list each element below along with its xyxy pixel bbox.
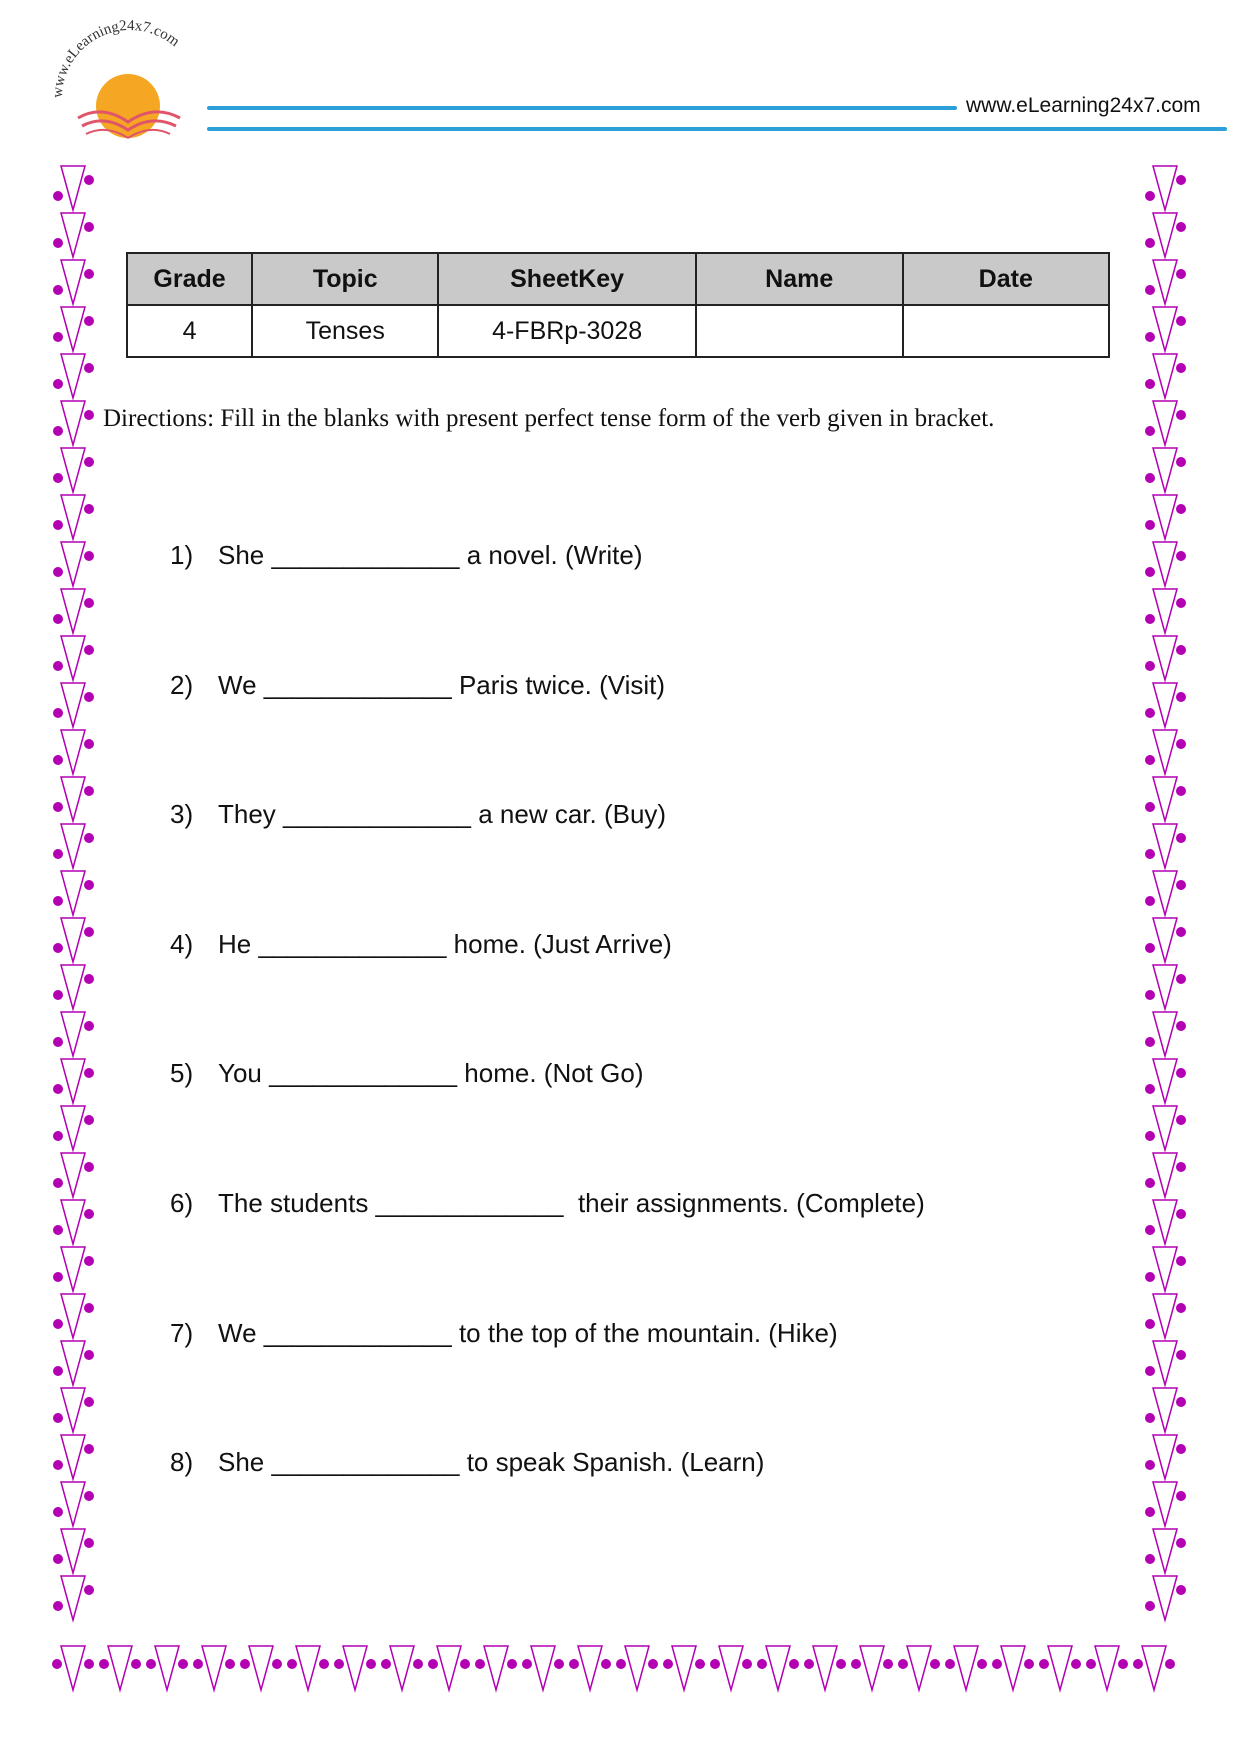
border-dot bbox=[53, 661, 63, 671]
border-dot bbox=[1039, 1659, 1049, 1669]
border-dot bbox=[977, 1659, 987, 1669]
border-dot bbox=[1176, 833, 1186, 843]
border-dot bbox=[1118, 1659, 1128, 1669]
border-dot bbox=[1176, 880, 1186, 890]
border-dot bbox=[1145, 1225, 1155, 1235]
border-dot bbox=[52, 1659, 62, 1669]
border-dot bbox=[1176, 692, 1186, 702]
border-dot bbox=[84, 1350, 94, 1360]
border-triangle bbox=[1048, 1646, 1072, 1690]
border-triangle bbox=[1153, 1153, 1177, 1197]
border-triangle bbox=[1153, 401, 1177, 445]
border-dot bbox=[992, 1659, 1002, 1669]
topic-value: Tenses bbox=[252, 305, 438, 357]
border-dot bbox=[53, 849, 63, 859]
border-dot bbox=[1145, 990, 1155, 1000]
border-dot bbox=[53, 1507, 63, 1517]
border-dot bbox=[695, 1659, 705, 1669]
border-dot bbox=[84, 1256, 94, 1266]
border-dot bbox=[178, 1659, 188, 1669]
border-triangle bbox=[390, 1646, 414, 1690]
border-triangle bbox=[61, 401, 85, 445]
border-dot bbox=[53, 614, 63, 624]
border-dot bbox=[1145, 238, 1155, 248]
border-dot bbox=[84, 598, 94, 608]
border-dot bbox=[84, 1162, 94, 1172]
border-triangle bbox=[1153, 683, 1177, 727]
border-dot bbox=[710, 1659, 720, 1669]
border-dot bbox=[1145, 849, 1155, 859]
border-dot bbox=[53, 1225, 63, 1235]
border-triangle bbox=[61, 1247, 85, 1291]
border-dot bbox=[84, 410, 94, 420]
question-3[interactable] bbox=[170, 799, 666, 830]
border-dot bbox=[84, 1397, 94, 1407]
border-triangle bbox=[1153, 1435, 1177, 1479]
question-6[interactable] bbox=[170, 1188, 925, 1219]
border-dot bbox=[84, 786, 94, 796]
border-dot bbox=[146, 1659, 156, 1669]
border-triangle bbox=[1153, 589, 1177, 633]
question-1[interactable] bbox=[170, 540, 642, 571]
logo-arc-text: www.eLearning24x7.com bbox=[49, 18, 183, 99]
question-number: 3) bbox=[170, 799, 194, 829]
border-dot bbox=[1176, 786, 1186, 796]
question-4[interactable] bbox=[170, 929, 672, 960]
border-dot bbox=[945, 1659, 955, 1669]
border-dot bbox=[1176, 927, 1186, 937]
border-dot bbox=[53, 1131, 63, 1141]
border-dot bbox=[898, 1659, 908, 1669]
border-dot bbox=[930, 1659, 940, 1669]
border-dot bbox=[53, 802, 63, 812]
border-triangle bbox=[860, 1646, 884, 1690]
border-dot bbox=[1145, 1507, 1155, 1517]
name-header: Name bbox=[696, 253, 903, 305]
border-dot bbox=[1145, 1413, 1155, 1423]
border-dot bbox=[53, 1413, 63, 1423]
border-dot bbox=[1145, 896, 1155, 906]
border-triangle bbox=[61, 1059, 85, 1103]
border-triangle bbox=[1153, 1059, 1177, 1103]
border-triangle bbox=[61, 213, 85, 257]
border-dot bbox=[84, 1068, 94, 1078]
border-dot bbox=[84, 1491, 94, 1501]
border-triangle bbox=[61, 1153, 85, 1197]
border-dot bbox=[648, 1659, 658, 1669]
border-triangle bbox=[1153, 730, 1177, 774]
border-dot bbox=[84, 1659, 94, 1669]
name-field[interactable] bbox=[696, 305, 903, 357]
border-triangle bbox=[61, 1529, 85, 1573]
border-dot bbox=[1145, 1131, 1155, 1141]
border-dot bbox=[1145, 426, 1155, 436]
border-dot bbox=[1145, 1366, 1155, 1376]
question-8[interactable] bbox=[170, 1447, 764, 1478]
border-triangle bbox=[61, 1482, 85, 1526]
question-number: 8) bbox=[170, 1447, 194, 1477]
border-dot bbox=[53, 990, 63, 1000]
border-dot bbox=[663, 1659, 673, 1669]
border-triangle bbox=[1153, 777, 1177, 821]
question-text: They _____________ a new car. (Buy) bbox=[218, 799, 667, 829]
border-triangle bbox=[61, 166, 85, 210]
border-dot bbox=[53, 1554, 63, 1564]
question-text: We _____________ to the top of the mountain. (Hike) bbox=[218, 1318, 838, 1348]
border-dot bbox=[53, 238, 63, 248]
border-dot bbox=[851, 1659, 861, 1669]
border-triangle bbox=[1153, 636, 1177, 680]
border-dot bbox=[53, 285, 63, 295]
border-triangle bbox=[61, 730, 85, 774]
border-dot bbox=[225, 1659, 235, 1669]
border-dot bbox=[84, 363, 94, 373]
grade-header: Grade bbox=[127, 253, 252, 305]
border-triangle bbox=[1153, 1200, 1177, 1244]
border-dot bbox=[1145, 802, 1155, 812]
border-dot bbox=[84, 1303, 94, 1313]
border-triangle bbox=[1153, 1341, 1177, 1385]
border-dot bbox=[1145, 191, 1155, 201]
question-text: He _____________ home. (Just Arrive) bbox=[218, 929, 672, 959]
border-dot bbox=[1145, 1460, 1155, 1470]
border-dot bbox=[1176, 363, 1186, 373]
border-dot bbox=[883, 1659, 893, 1669]
border-dot bbox=[53, 1037, 63, 1047]
border-dot bbox=[53, 520, 63, 530]
info-table bbox=[126, 252, 1110, 358]
border-dot bbox=[1145, 1319, 1155, 1329]
directions-text: Directions: Fill in the blanks with present perfect tense form of the verb given in bracket. bbox=[103, 405, 995, 432]
border-dot bbox=[84, 833, 94, 843]
border-dot bbox=[1176, 1585, 1186, 1595]
border-dot bbox=[53, 567, 63, 577]
border-dot bbox=[1176, 598, 1186, 608]
border-dot bbox=[53, 426, 63, 436]
border-dot bbox=[1145, 332, 1155, 342]
border-dot bbox=[1176, 175, 1186, 185]
border-dot bbox=[1145, 473, 1155, 483]
border-dot bbox=[84, 222, 94, 232]
border-dot bbox=[1145, 1037, 1155, 1047]
border-dot bbox=[53, 708, 63, 718]
border-dot bbox=[53, 379, 63, 389]
border-dot bbox=[1145, 567, 1155, 577]
border-triangle bbox=[766, 1646, 790, 1690]
border-dot bbox=[1071, 1659, 1081, 1669]
border-triangle bbox=[61, 495, 85, 539]
border-dot bbox=[460, 1659, 470, 1669]
border-dot bbox=[84, 1444, 94, 1454]
border-dot bbox=[1145, 285, 1155, 295]
border-triangle bbox=[1153, 1106, 1177, 1150]
border-triangle bbox=[61, 542, 85, 586]
border-dot bbox=[84, 1538, 94, 1548]
border-dot bbox=[53, 1319, 63, 1329]
border-dot bbox=[789, 1659, 799, 1669]
border-dot bbox=[1176, 222, 1186, 232]
border-dot bbox=[1145, 614, 1155, 624]
border-dot bbox=[84, 880, 94, 890]
border-dot bbox=[53, 1178, 63, 1188]
border-dot bbox=[1176, 974, 1186, 984]
border-triangle bbox=[1153, 166, 1177, 210]
border-triangle bbox=[1153, 307, 1177, 351]
question-2[interactable] bbox=[170, 670, 665, 701]
grade-value: 4 bbox=[127, 305, 252, 357]
border-triangle bbox=[61, 1646, 85, 1690]
border-dot bbox=[131, 1659, 141, 1669]
border-dot bbox=[53, 943, 63, 953]
border-dot bbox=[287, 1659, 297, 1669]
topic-header: Topic bbox=[252, 253, 438, 305]
sheetkey-header: SheetKey bbox=[438, 253, 696, 305]
border-dot bbox=[1086, 1659, 1096, 1669]
border-dot bbox=[1176, 1256, 1186, 1266]
border-dot bbox=[1176, 269, 1186, 279]
question-7[interactable] bbox=[170, 1318, 838, 1349]
border-triangle bbox=[61, 1388, 85, 1432]
border-dot bbox=[1145, 1601, 1155, 1611]
border-triangle bbox=[61, 589, 85, 633]
border-triangle bbox=[61, 1341, 85, 1385]
border-dot bbox=[334, 1659, 344, 1669]
border-dot bbox=[554, 1659, 564, 1669]
border-dot bbox=[836, 1659, 846, 1669]
border-triangle bbox=[1153, 213, 1177, 257]
border-dot bbox=[84, 1585, 94, 1595]
border-dot bbox=[475, 1659, 485, 1669]
border-triangle bbox=[61, 918, 85, 962]
border-triangle bbox=[1153, 448, 1177, 492]
border-dot bbox=[84, 1209, 94, 1219]
border-triangle bbox=[1153, 871, 1177, 915]
border-triangle bbox=[61, 307, 85, 351]
sheetkey-value: 4-FBRp-3028 bbox=[438, 305, 696, 357]
border-dot bbox=[381, 1659, 391, 1669]
border-dot bbox=[1145, 708, 1155, 718]
border-dot bbox=[1145, 943, 1155, 953]
border-dot bbox=[99, 1659, 109, 1669]
border-triangle bbox=[1153, 1482, 1177, 1526]
date-field[interactable] bbox=[903, 305, 1109, 357]
border-triangle bbox=[625, 1646, 649, 1690]
border-dot bbox=[616, 1659, 626, 1669]
border-triangle bbox=[61, 1294, 85, 1338]
border-triangle bbox=[1142, 1646, 1166, 1690]
border-triangle bbox=[1153, 354, 1177, 398]
border-dot bbox=[53, 332, 63, 342]
question-text: You _____________ home. (Not Go) bbox=[218, 1058, 644, 1088]
border-dot bbox=[1145, 755, 1155, 765]
border-dot bbox=[1176, 1444, 1186, 1454]
question-5[interactable] bbox=[170, 1058, 643, 1089]
border-dot bbox=[601, 1659, 611, 1669]
question-number: 1) bbox=[170, 540, 194, 570]
border-triangle bbox=[61, 636, 85, 680]
border-dot bbox=[84, 974, 94, 984]
border-dot bbox=[1133, 1659, 1143, 1669]
border-dot bbox=[319, 1659, 329, 1669]
border-triangle bbox=[813, 1646, 837, 1690]
border-triangle bbox=[1153, 1576, 1177, 1620]
question-number: 2) bbox=[170, 670, 194, 700]
border-dot bbox=[1145, 520, 1155, 530]
question-text: She _____________ a novel. (Write) bbox=[218, 540, 643, 570]
date-header: Date bbox=[903, 253, 1109, 305]
border-triangle bbox=[61, 448, 85, 492]
border-dot bbox=[1176, 504, 1186, 514]
border-triangle bbox=[61, 1012, 85, 1056]
border-triangle bbox=[61, 824, 85, 868]
question-number: 5) bbox=[170, 1058, 194, 1088]
border-dot bbox=[507, 1659, 517, 1669]
border-dot bbox=[84, 1021, 94, 1031]
border-triangle bbox=[61, 354, 85, 398]
border-dot bbox=[53, 1084, 63, 1094]
border-dot bbox=[272, 1659, 282, 1669]
question-number: 6) bbox=[170, 1188, 194, 1218]
border-triangle bbox=[1153, 918, 1177, 962]
border-dot bbox=[84, 504, 94, 514]
border-triangle bbox=[1095, 1646, 1119, 1690]
border-triangle bbox=[578, 1646, 602, 1690]
border-dot bbox=[413, 1659, 423, 1669]
border-triangle bbox=[484, 1646, 508, 1690]
border-dot bbox=[1145, 1272, 1155, 1282]
border-dot bbox=[84, 692, 94, 702]
border-triangle bbox=[1153, 495, 1177, 539]
border-dot bbox=[84, 551, 94, 561]
border-triangle bbox=[61, 965, 85, 1009]
border-dot bbox=[84, 739, 94, 749]
border-dot bbox=[366, 1659, 376, 1669]
question-number: 4) bbox=[170, 929, 194, 959]
site-url: www.eLearning24x7.com bbox=[966, 94, 1201, 117]
border-dot bbox=[193, 1659, 203, 1669]
border-dot bbox=[742, 1659, 752, 1669]
border-triangle bbox=[61, 1435, 85, 1479]
question-text: The students _____________ their assignments. (Complete) bbox=[218, 1188, 925, 1218]
border-dot bbox=[1145, 1554, 1155, 1564]
border-triangle bbox=[719, 1646, 743, 1690]
border-dot bbox=[84, 457, 94, 467]
border-dot bbox=[1176, 457, 1186, 467]
border-triangle bbox=[672, 1646, 696, 1690]
border-dot bbox=[757, 1659, 767, 1669]
border-dot bbox=[53, 1366, 63, 1376]
border-triangle bbox=[61, 871, 85, 915]
border-dot bbox=[1024, 1659, 1034, 1669]
border-dot bbox=[1145, 661, 1155, 671]
border-dot bbox=[1176, 551, 1186, 561]
border-dot bbox=[1145, 1084, 1155, 1094]
border-dot bbox=[53, 191, 63, 201]
border-triangle bbox=[1153, 260, 1177, 304]
border-triangle bbox=[108, 1646, 132, 1690]
border-triangle bbox=[61, 1106, 85, 1150]
border-triangle bbox=[1001, 1646, 1025, 1690]
border-dot bbox=[53, 1601, 63, 1611]
border-dot bbox=[53, 755, 63, 765]
border-triangle bbox=[1153, 542, 1177, 586]
border-dot bbox=[53, 1272, 63, 1282]
border-dot bbox=[1176, 1538, 1186, 1548]
border-dot bbox=[1176, 316, 1186, 326]
border-triangle bbox=[954, 1646, 978, 1690]
border-dot bbox=[1176, 1397, 1186, 1407]
border-triangle bbox=[437, 1646, 461, 1690]
border-triangle bbox=[1153, 1247, 1177, 1291]
border-triangle bbox=[61, 777, 85, 821]
border-dot bbox=[1176, 1162, 1186, 1172]
border-dot bbox=[1176, 1350, 1186, 1360]
border-dot bbox=[1176, 1209, 1186, 1219]
border-dot bbox=[84, 1115, 94, 1125]
border-dot bbox=[1145, 379, 1155, 389]
border-triangle bbox=[907, 1646, 931, 1690]
border-triangle bbox=[202, 1646, 226, 1690]
border-dot bbox=[569, 1659, 579, 1669]
border-dot bbox=[84, 927, 94, 937]
border-dot bbox=[1176, 1303, 1186, 1313]
border-triangle bbox=[531, 1646, 555, 1690]
border-dot bbox=[1165, 1659, 1175, 1669]
border-triangle bbox=[1153, 824, 1177, 868]
border-dot bbox=[53, 1460, 63, 1470]
border-dot bbox=[1176, 739, 1186, 749]
border-dot bbox=[428, 1659, 438, 1669]
border-dot bbox=[84, 316, 94, 326]
border-triangle bbox=[1153, 1388, 1177, 1432]
question-text: We _____________ Paris twice. (Visit) bbox=[218, 670, 666, 700]
border-dot bbox=[1176, 1068, 1186, 1078]
border-dot bbox=[1176, 1021, 1186, 1031]
border-dot bbox=[1176, 645, 1186, 655]
border-dot bbox=[1176, 1115, 1186, 1125]
border-triangle bbox=[61, 683, 85, 727]
border-triangle bbox=[155, 1646, 179, 1690]
border-triangle bbox=[1153, 1529, 1177, 1573]
question-text: She _____________ to speak Spanish. (Learn) bbox=[218, 1447, 765, 1477]
border-triangle bbox=[1153, 1294, 1177, 1338]
border-triangle bbox=[296, 1646, 320, 1690]
info-table-value-row bbox=[127, 305, 1109, 357]
border-triangle bbox=[61, 260, 85, 304]
border-dot bbox=[53, 896, 63, 906]
border-dot bbox=[84, 175, 94, 185]
info-table-header-row bbox=[127, 253, 1109, 305]
border-triangle bbox=[1153, 965, 1177, 1009]
border-dot bbox=[1176, 1491, 1186, 1501]
border-dot bbox=[1176, 410, 1186, 420]
border-dot bbox=[84, 645, 94, 655]
border-dot bbox=[240, 1659, 250, 1669]
border-dot bbox=[522, 1659, 532, 1669]
border-dot bbox=[84, 269, 94, 279]
border-triangle bbox=[61, 1200, 85, 1244]
border-triangle bbox=[61, 1576, 85, 1620]
border-triangle bbox=[1153, 1012, 1177, 1056]
border-dot bbox=[53, 473, 63, 483]
border-dot bbox=[804, 1659, 814, 1669]
question-number: 7) bbox=[170, 1318, 194, 1348]
border-dot bbox=[1145, 1178, 1155, 1188]
border-triangle bbox=[343, 1646, 367, 1690]
border-triangle bbox=[249, 1646, 273, 1690]
